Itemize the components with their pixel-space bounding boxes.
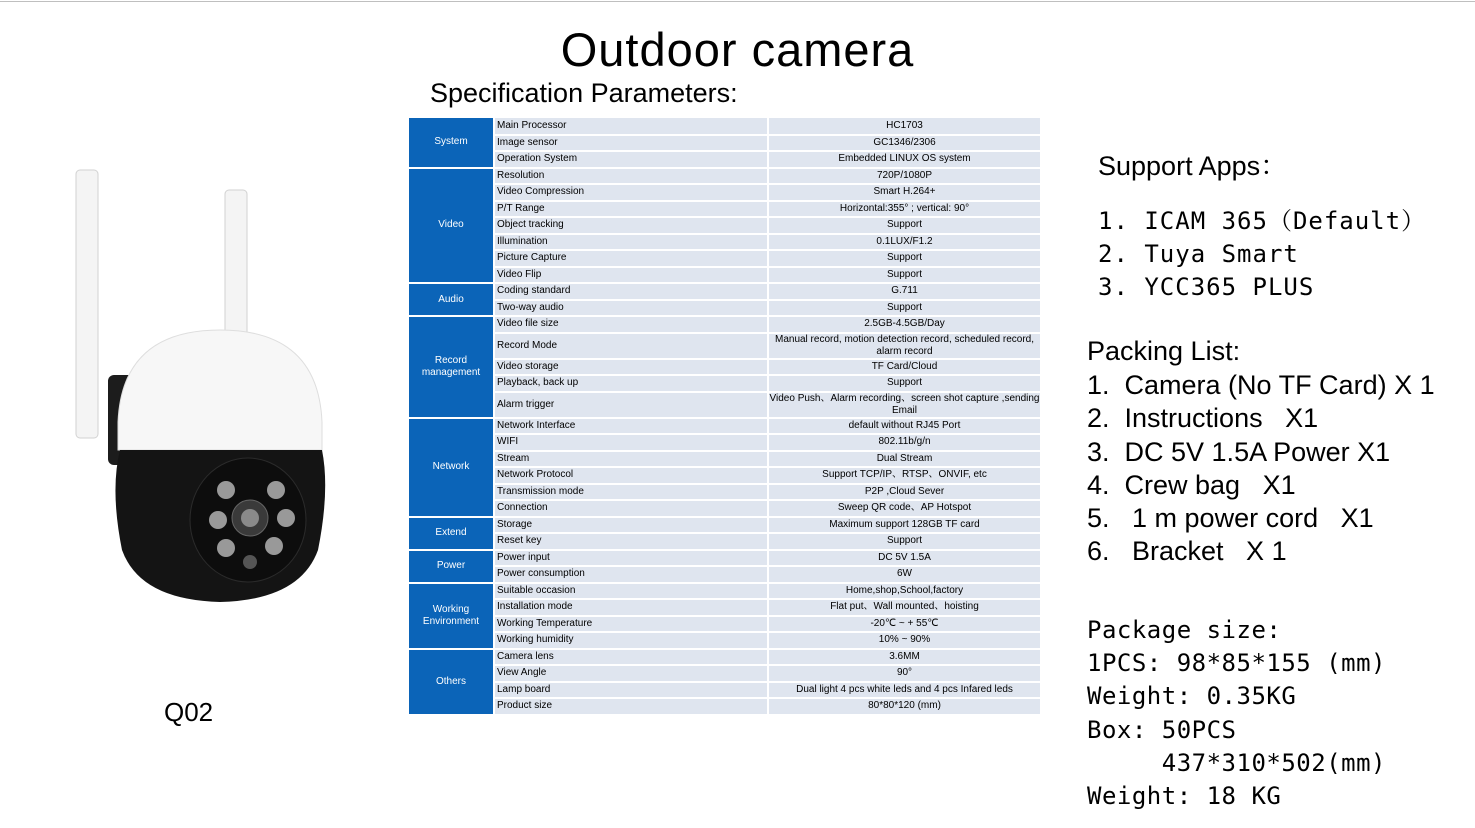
spec-row [409, 632, 1040, 649]
spec-table [409, 118, 1040, 716]
app-item: 3. YCC365 PLUS [1098, 273, 1315, 301]
spec-value: -20℃ ~ + 55℃ [768, 616, 1040, 633]
top-divider [0, 1, 1475, 2]
spec-value: 6W [768, 566, 1040, 583]
spec-param: Suitable occasion [494, 583, 768, 600]
spec-value: default without RJ45 Port [768, 418, 1040, 435]
spec-row [409, 682, 1040, 699]
spec-param: Illumination [494, 234, 768, 251]
spec-row [409, 250, 1040, 267]
spec-value: Maximum support 128GB TF card [768, 517, 1040, 534]
spec-value: Support [768, 375, 1040, 392]
spec-row [409, 517, 1040, 534]
spec-param: Operation System [494, 151, 768, 168]
spec-row [409, 201, 1040, 218]
packing-item: 4. Crew bag X1 [1087, 469, 1296, 500]
spec-row [409, 583, 1040, 600]
spec-param: WIFI [494, 434, 768, 451]
spec-param: Video file size [494, 316, 768, 333]
spec-param: Lamp board [494, 682, 768, 699]
spec-row [409, 267, 1040, 284]
spec-row [409, 550, 1040, 567]
spec-row [409, 168, 1040, 185]
packing-list-title: Packing List: [1087, 336, 1241, 366]
spec-param: Alarm trigger [494, 392, 768, 418]
spec-value: 3.6MM [768, 649, 1040, 666]
packing-item: 6. Bracket X 1 [1087, 536, 1287, 567]
spec-value: Support [768, 250, 1040, 267]
spec-param: Connection [494, 500, 768, 517]
spec-value: Manual record, motion detection record, scheduled record, alarm record [768, 333, 1040, 359]
spec-row [409, 118, 1040, 135]
spec-value: Horizontal:355° ; vertical: 90° [768, 201, 1040, 218]
spec-value: G.711 [768, 283, 1040, 300]
packing-item: 1. Camera (No TF Card) X 1 [1087, 370, 1435, 400]
spec-row [409, 151, 1040, 168]
spec-row [409, 616, 1040, 633]
spec-value: 2.5GB-4.5GB/Day [768, 316, 1040, 333]
spec-param: Two-way audio [494, 300, 768, 317]
spec-param: Working humidity [494, 632, 768, 649]
spec-row [409, 599, 1040, 616]
spec-category: Record management [409, 316, 494, 418]
model-label: Q02 [164, 697, 214, 727]
spec-value: 10% ~ 90% [768, 632, 1040, 649]
support-apps-title: Support Apps： [1098, 151, 1288, 181]
spec-param: Video Compression [494, 184, 768, 201]
spec-value: 80*80*120 (mm) [768, 698, 1040, 715]
spec-row [409, 434, 1040, 451]
spec-param: Video Flip [494, 267, 768, 284]
spec-param: P/T Range [494, 201, 768, 218]
app-item: 1. ICAM 365（Default） [1098, 207, 1427, 235]
spec-value: 90° [768, 665, 1040, 682]
spec-param: Product size [494, 698, 768, 715]
support-apps-list [1098, 205, 1426, 304]
spec-param: Resolution [494, 168, 768, 185]
spec-category: Extend [409, 517, 494, 550]
package-line: Package size: [1087, 616, 1282, 644]
spec-param: Power input [494, 550, 768, 567]
spec-value: Flat put、Wall mounted、hoisting [768, 599, 1040, 616]
spec-value: Support [768, 300, 1040, 317]
package-line: Weight: 0.35KG [1087, 682, 1297, 711]
packing-list [1087, 369, 1435, 569]
spec-param: Installation mode [494, 599, 768, 616]
spec-category: Others [409, 649, 494, 715]
spec-row [409, 566, 1040, 583]
spec-value: 0.1LUX/F1.2 [768, 234, 1040, 251]
spec-category: Power [409, 550, 494, 583]
spec-param: Main Processor [494, 118, 768, 135]
spec-value: DC 5V 1.5A [768, 550, 1040, 567]
spec-param: Image sensor [494, 135, 768, 152]
spec-param: Record Mode [494, 333, 768, 359]
spec-param: Network Protocol [494, 467, 768, 484]
package-line: Weight: 18 KG [1087, 782, 1282, 811]
spec-value: P2P ,Cloud Sever [768, 484, 1040, 501]
spec-param: Object tracking [494, 217, 768, 234]
spec-value: Sweep QR code、AP Hotspot [768, 500, 1040, 517]
spec-category: Video [409, 168, 494, 284]
spec-value: Video Push、Alarm recording、screen shot capture ,sending Email [769, 392, 1040, 416]
package-line: 1PCS: 98*85*155 (mm) [1087, 649, 1386, 678]
spec-param: Transmission mode [494, 484, 768, 501]
spec-value: Embedded LINUX OS system [768, 151, 1040, 168]
packing-item: 2. Instructions X1 [1087, 403, 1319, 434]
spec-value: TF Card/Cloud [768, 359, 1040, 376]
package-info [1087, 614, 1386, 813]
spec-row [409, 665, 1040, 682]
spec-category: Working Environment [409, 583, 494, 649]
spec-row [409, 283, 1040, 300]
spec-value: Dual Stream [768, 451, 1040, 468]
spec-param: Working Temperature [494, 616, 768, 633]
spec-row [409, 698, 1040, 715]
spec-row [409, 418, 1040, 435]
spec-value: 802.11b/g/n [768, 434, 1040, 451]
spec-row [409, 300, 1040, 317]
spec-param: Coding standard [494, 283, 768, 300]
spec-value: Support TCP/IP、RTSP、ONVIF, etc [768, 467, 1040, 484]
spec-row [409, 649, 1040, 666]
app-item: 2. Tuya Smart [1098, 240, 1299, 268]
spec-row [409, 217, 1040, 234]
spec-row [409, 135, 1040, 152]
spec-row [409, 375, 1040, 392]
spec-row [409, 316, 1040, 333]
page-title: Outdoor camera [560, 23, 915, 76]
spec-row [409, 500, 1040, 517]
spec-value: Smart H.264+ [768, 184, 1040, 201]
spec-param: Video storage [494, 359, 768, 376]
spec-value: Support [768, 217, 1040, 234]
spec-category: Network [409, 418, 494, 517]
spec-param: Network Interface [494, 418, 768, 435]
spec-row [409, 484, 1040, 501]
spec-subtitle: Specification Parameters: [430, 78, 738, 108]
spec-row [409, 392, 1040, 418]
spec-param: Playback, back up [494, 375, 768, 392]
spec-category: System [409, 118, 494, 168]
spec-row [409, 333, 1040, 359]
spec-value: Support [768, 533, 1040, 550]
spec-param: Reset key [494, 533, 768, 550]
spec-value: HC1703 [768, 118, 1040, 135]
packing-item: 5. 1 m power cord X1 [1087, 503, 1374, 534]
spec-row [409, 234, 1040, 251]
spec-row [409, 359, 1040, 376]
spec-param: View Angle [494, 665, 768, 682]
spec-row [409, 467, 1040, 484]
spec-param: Stream [494, 451, 768, 468]
spec-param: Camera lens [494, 649, 768, 666]
spec-row [409, 451, 1040, 468]
spec-param: Picture Capture [494, 250, 768, 267]
package-line: Box: 50PCS [1087, 715, 1237, 744]
spec-param: Storage [494, 517, 768, 534]
spec-value: Dual light 4 pcs white leds and 4 pcs Infared leds [768, 682, 1040, 699]
spec-value: GC1346/2306 [768, 135, 1040, 152]
spec-value: 720P/1080P [768, 168, 1040, 185]
spec-row [409, 533, 1040, 550]
spec-value: Home,shop,School,factory [768, 583, 1040, 600]
spec-value: Support [768, 267, 1040, 284]
packing-item: 3. DC 5V 1.5A Power X1 [1087, 436, 1391, 467]
spec-category: Audio [409, 283, 494, 316]
spec-row [409, 184, 1040, 201]
package-line: 437*310*502(mm) [1087, 748, 1386, 777]
camera-image [60, 160, 340, 620]
spec-param: Power consumption [494, 566, 768, 583]
